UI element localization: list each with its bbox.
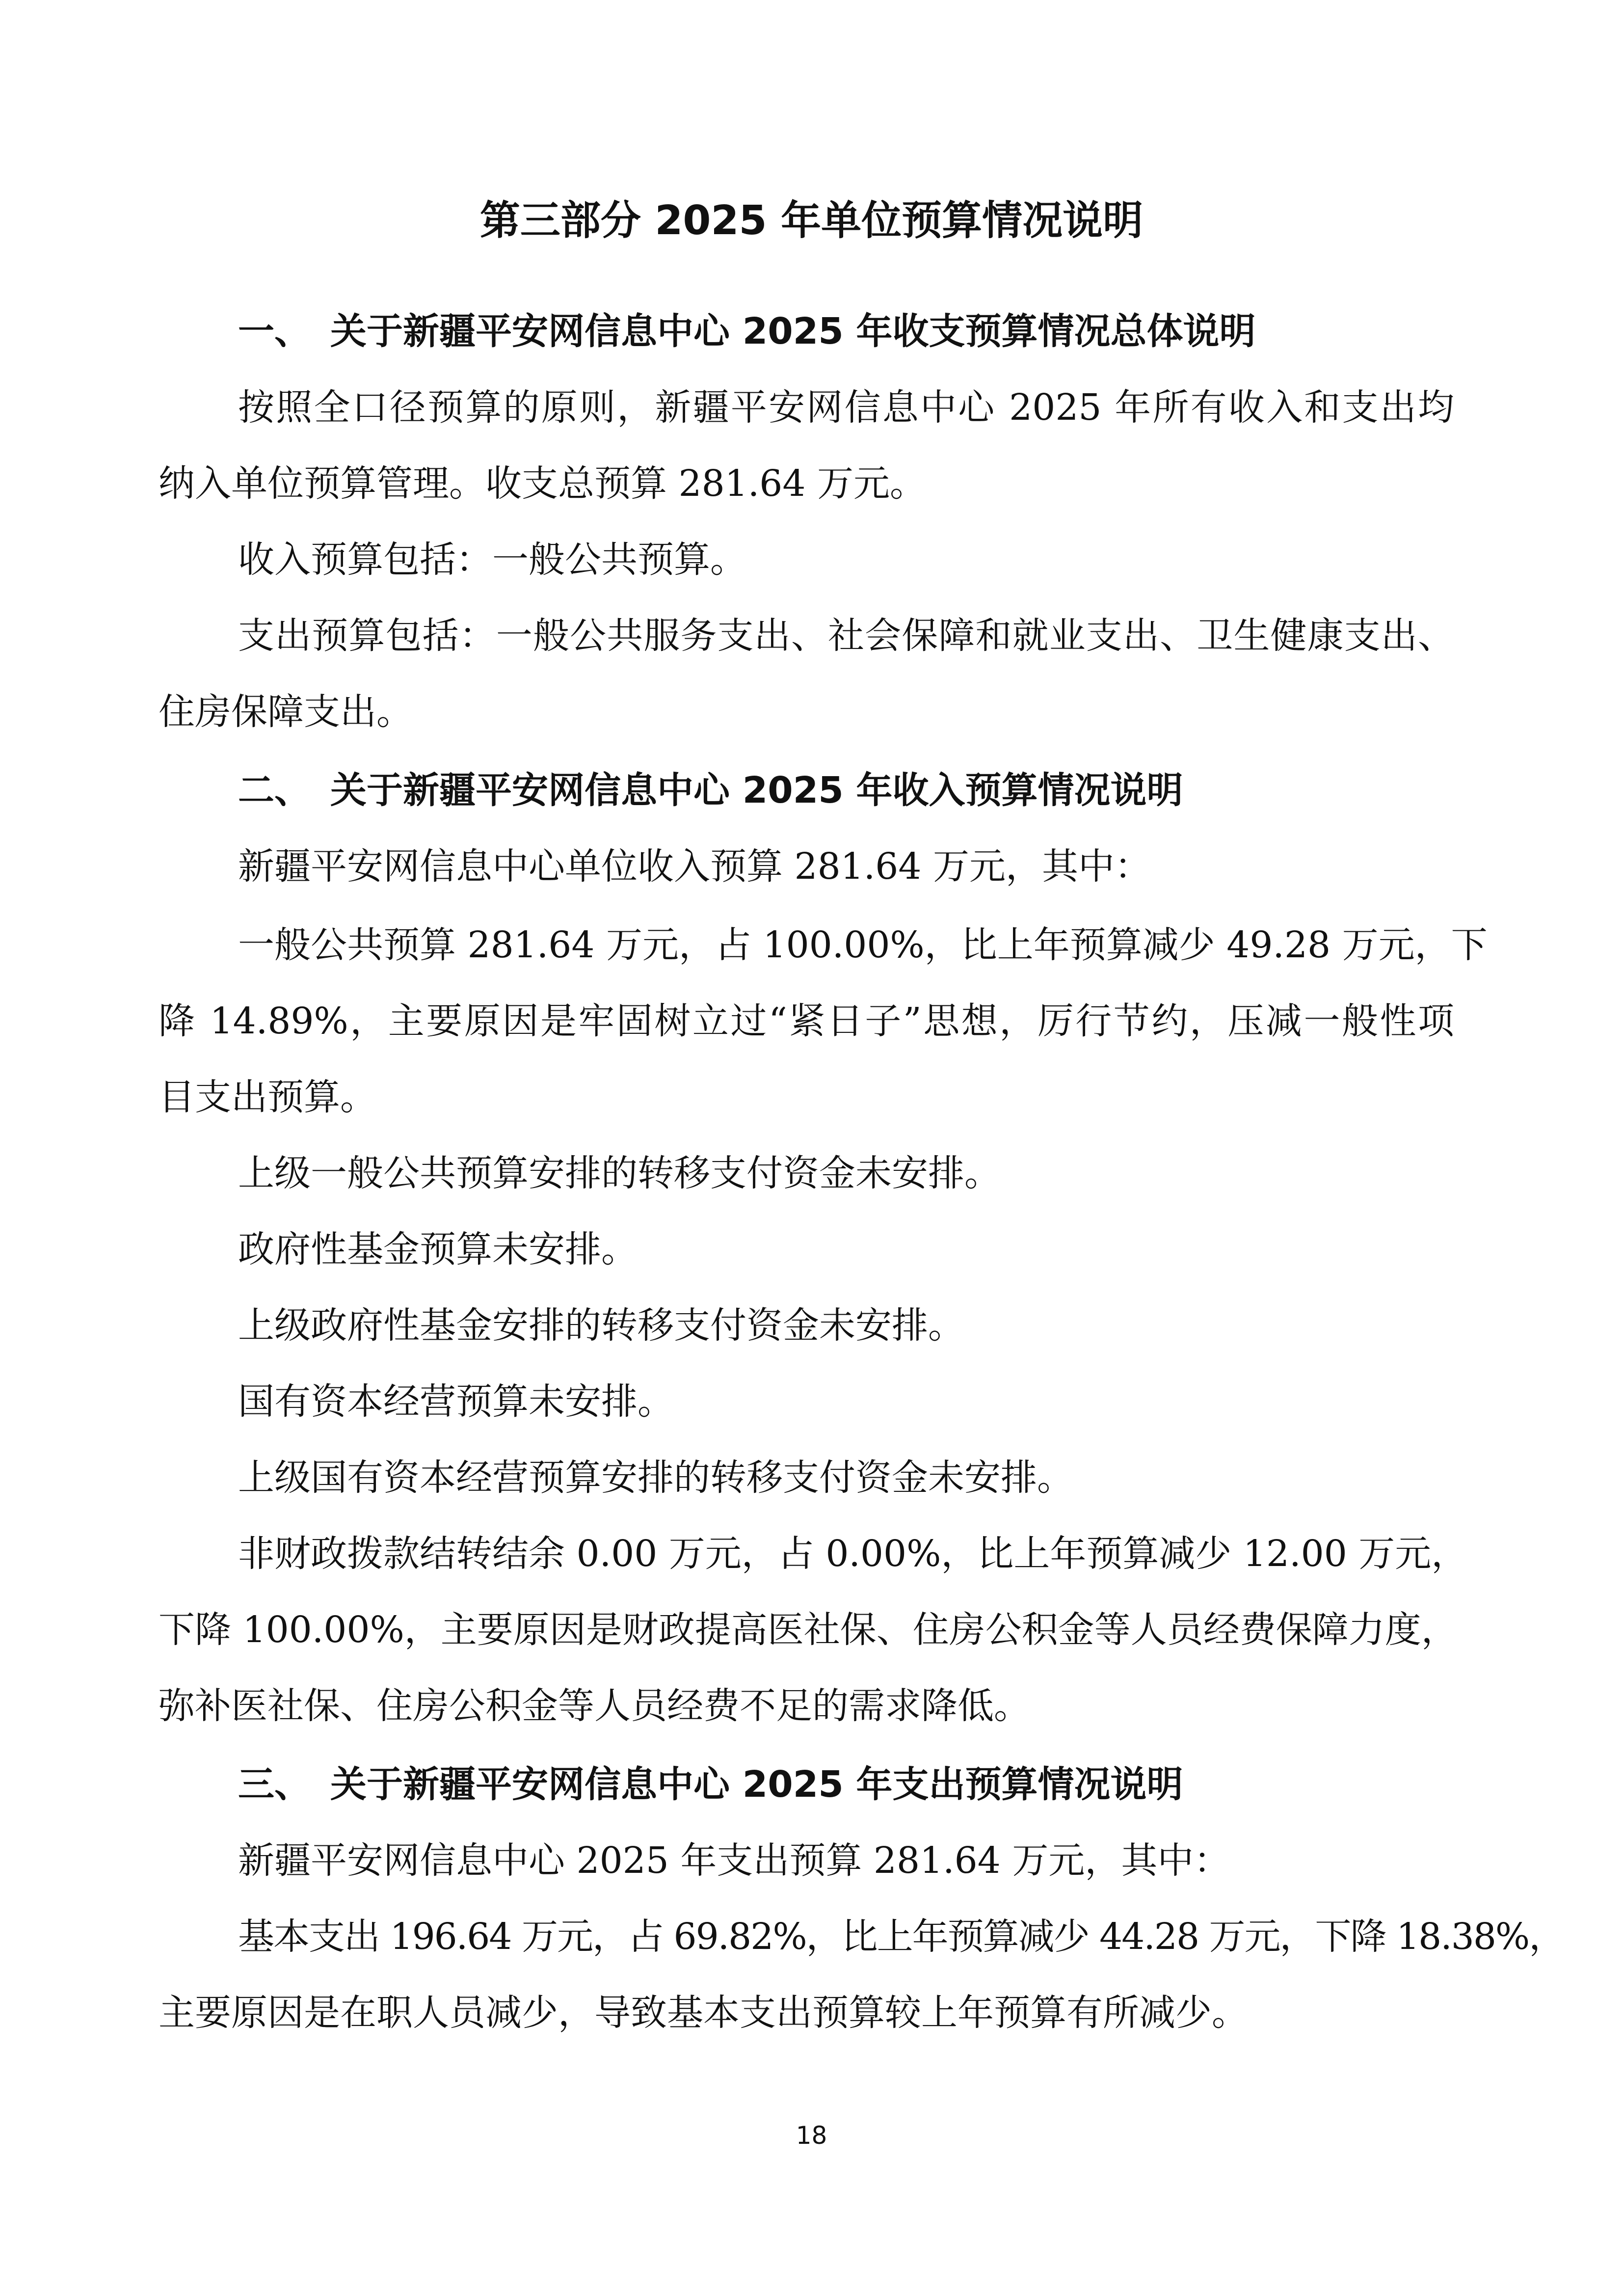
section-heading-1	[238, 307, 1255, 356]
page-title: 第三部分 2025 年单位预算情况说明	[479, 197, 1144, 244]
paragraph-line: 降 14.89%，主要原因是牢固树立过“紧日子”思想，厉行节约，压减一般性项	[159, 1000, 1454, 1042]
section-number: 二、	[238, 769, 311, 811]
paragraph-line: 住房保障支出。	[159, 691, 413, 733]
section-heading-3	[238, 1760, 1183, 1809]
section-heading-text: 关于新疆平安网信息中心 2025 年收支预算情况总体说明	[330, 310, 1256, 352]
paragraph-line: 目支出预算。	[159, 1076, 376, 1118]
section-heading-text: 关于新疆平安网信息中心 2025 年支出预算情况说明	[330, 1763, 1183, 1806]
paragraph-line: 上级政府性基金安排的转移支付资金未安排。	[238, 1304, 964, 1347]
paragraph-line: 上级一般公共预算安排的转移支付资金未安排。	[238, 1152, 1001, 1194]
section-heading-text: 关于新疆平安网信息中心 2025 年收入预算情况说明	[330, 769, 1183, 811]
paragraph-line: 新疆平安网信息中心单位收入预算 281.64 万元，其中：	[238, 845, 1151, 888]
paragraph-line: 按照全口径预算的原则，新疆平安网信息中心 2025 年所有收入和支出均	[238, 386, 1454, 429]
paragraph-line: 主要原因是在职人员减少，导致基本支出预算较上年预算有所减少。	[159, 1992, 1248, 2034]
paragraph-line: 一般公共预算 281.64 万元，占 100.00%，比上年预算减少 49.28 万元，下	[238, 924, 1488, 966]
section-number: 一、	[238, 310, 311, 352]
paragraph-line: 纳入单位预算管理。收支总预算 281.64 万元。	[159, 462, 926, 505]
paragraph-line: 收入预算包括：一般公共预算。	[238, 539, 746, 581]
section-number: 三、	[238, 1763, 311, 1806]
page-number: 18	[796, 2121, 827, 2150]
paragraph-line: 非财政拨款结转结余 0.00 万元，占 0.00%，比上年预算减少 12.00 万元，	[238, 1533, 1468, 1575]
paragraph-line: 弥补医社保、住房公积金等人员经费不足的需求降低。	[159, 1685, 1030, 1727]
paragraph-line: 上级国有资本经营预算安排的转移支付资金未安排。	[238, 1457, 1073, 1499]
paragraph-line: 国有资本经营预算未安排。	[238, 1380, 674, 1423]
section-heading-2	[238, 766, 1183, 815]
paragraph-line: 下降 100.00%，主要原因是财政提高医社保、住房公积金等人员经费保障力度，	[159, 1609, 1458, 1651]
paragraph-line: 基本支出 196.64 万元，占 69.82%，比上年预算减少 44.28 万元，下降 18.38%，	[238, 1916, 1565, 1958]
paragraph-line: 新疆平安网信息中心 2025 年支出预算 281.64 万元，其中：	[238, 1839, 1230, 1882]
paragraph-line: 政府性基金预算未安排。	[238, 1228, 638, 1270]
paragraph-line: 支出预算包括：一般公共服务支出、社会保障和就业支出、卫生健康支出、	[238, 615, 1454, 657]
